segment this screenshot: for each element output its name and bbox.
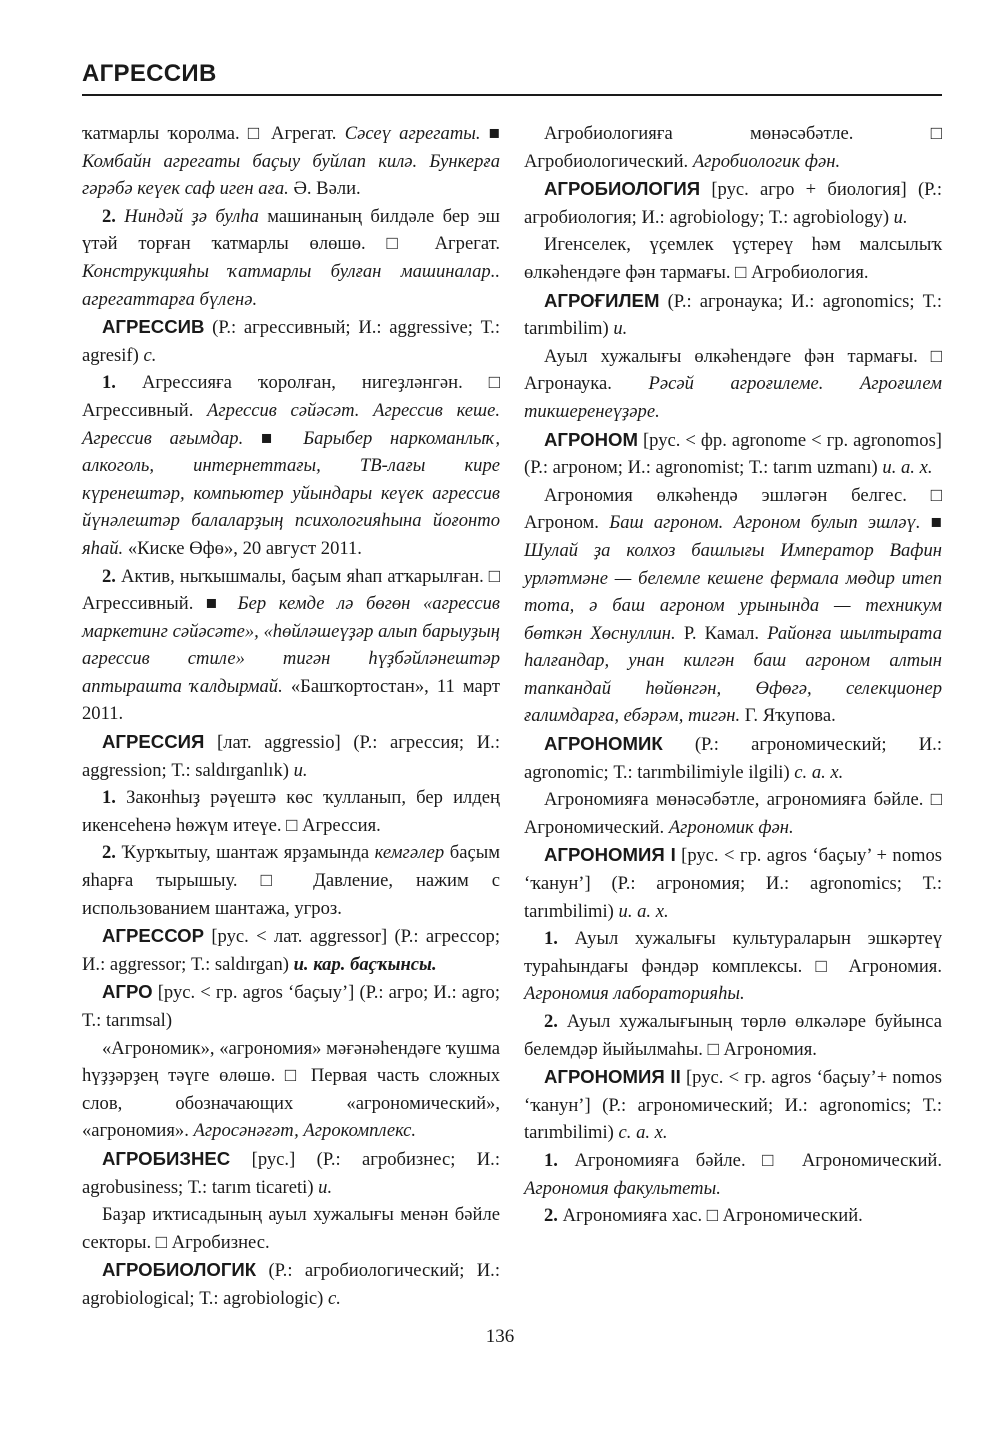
definition-text: «Агрономик», «агрономия» мәғәнәһендәге ҡушма һүҙҙәрҙең тәүге өлөшө. □ Первая часть сложных слов, обозначающих «агрономический», «агрономия».: [82, 1037, 500, 1142]
part-of-speech: и.: [893, 206, 908, 228]
headword: АГРОБИЗНЕС: [102, 1147, 231, 1169]
source-text: Ә. Вәли.: [293, 178, 361, 200]
part-of-speech: и. а. х.: [882, 457, 933, 479]
headword: АГРО: [102, 981, 153, 1003]
part-of-speech: с. а. х.: [794, 761, 844, 783]
definition-text: Агрономияға бәйле. □ Агрономический.: [574, 1149, 942, 1171]
entry-header: [82, 978, 500, 1034]
example-text: Баш агроном. Агроном булып эшләү. ■ Шулай ҙа колхоз башлығы Император Вафин урләтмәне — белемле кешене фермала мөдир итеп тота, ә баш агроном урынында — техникум бөткән Хөснуллин.: [524, 512, 942, 644]
definition-text: Ҡурҡытыу, шантаж ярҙамында: [121, 842, 375, 864]
part-of-speech: с.: [328, 1287, 341, 1309]
example-text: Агробиологик фән.: [692, 150, 841, 172]
headword: АГРЕССИЯ: [102, 731, 205, 753]
example-text: Ниндәй ҙә булһа: [124, 205, 259, 227]
entry-header: [524, 175, 942, 231]
part-of-speech: и.: [318, 1176, 333, 1198]
sense-number: 1.: [544, 1149, 575, 1171]
sense-number: 1.: [102, 787, 127, 809]
etymology: (Р.: агрессивный; И.: aggressive; Т.: agresif): [82, 317, 500, 366]
definition-text: машинаның билдәле бер эш үтәй торған ҡатмарлы өлөшө. □ Агрегат.: [82, 205, 500, 255]
headword: АГРЕССОР: [102, 925, 205, 947]
headword: АГРОНОМИЯ I: [544, 844, 676, 866]
etymology: (Р.: агронаука; И.: agronomics; Т.: tarımbilim): [524, 290, 942, 340]
sense-1: [82, 784, 500, 839]
example-text: Агрессив сәйәсәт. Агрессив кеше. Агрессив ағымдар. ■ Барыбер наркоманлыҡ, алкоголь, интернеттағы, ТВ-лағы кире күренештәр, компьютер уйындары кеүек агрессив йүнәлештәр балаларҙың психологияһына йоғонто яһай.: [82, 399, 500, 559]
sense-number: 2.: [102, 205, 125, 227]
part-of-speech: и. а. х.: [618, 900, 669, 922]
sense-1: [524, 925, 942, 1008]
entry-header: [82, 313, 500, 369]
etymology: [лат. aggressio] (Р.: агрессия; И.: aggression; Т.: saldırganlık): [82, 732, 500, 781]
part-of-speech: и. кар. баҫҡынсы.: [293, 953, 437, 975]
example-text: Агрономик фән.: [668, 816, 794, 838]
source-text: «Киске Өфө», 20 август 2011.: [123, 537, 362, 559]
definition-text: Агробиологияға мөнәсәбәтле. □ Агробиологический.: [524, 123, 942, 172]
source-text: Р. Камал.: [675, 622, 768, 644]
example-text: Агрономия лабораторияһы.: [524, 983, 745, 1005]
etymology: [рус. < гр. agros ‘баҫыу’] (Р.: агро; И.: agro; Т.: tarımsal): [82, 982, 500, 1031]
definition: [524, 786, 942, 841]
entry-header: [82, 1145, 500, 1201]
definition: [82, 1035, 500, 1145]
part-of-speech: с.: [143, 344, 157, 366]
example-text: кемгәлер: [374, 842, 445, 864]
example-text: ■ Бер кемде лә бөгөн «агрессив маркетинг сәйәсәте», «һөйләшеүҙәр алып барыуҙың агрессив стиле» тигән һүҙбәйләнештәр аптыраштa ҡалдырмай.: [82, 593, 501, 697]
sense-2: [82, 563, 500, 729]
sense-1: [82, 369, 500, 562]
left-column: [82, 120, 500, 1313]
entry-header: [524, 1063, 942, 1147]
definition-text: Ауыл хужалығының төрлө өлкәләре буйынса белемдәр йыйылмаһы. □ Агрономия.: [524, 1011, 943, 1060]
definition-text: Игенселек, үҫемлек үҫтереү һәм малсылыҡ өлкәһендәге фән тармағы. □ Агробиология.: [524, 234, 942, 283]
definition-text: Актив, ныҡышмалы, баҫым яһап атҡарылған. □ Агрессивный.: [82, 565, 500, 615]
entry-header: [82, 1256, 500, 1312]
entry-header: [82, 728, 500, 784]
etymology: (Р.: агрономический; И.: agronomic; Т.: tarımbilimiyle ilgili): [524, 734, 942, 783]
definition: [82, 1201, 500, 1256]
sense-number: 2.: [102, 842, 122, 864]
example-text: Конструкцияһы ҡатмарлы булған машиналар.. агрегаттарға бүленә.: [82, 260, 500, 310]
headword: АГРОБИОЛОГИЯ: [544, 178, 701, 200]
definition: [524, 231, 942, 286]
entry-header: [82, 922, 500, 978]
definition-text: Агрессияға ҡоролған, нигеҙләнгән. □ Агрессивный.: [82, 372, 500, 421]
part-of-speech: и.: [293, 759, 308, 781]
definition-text: ҡатмарлы ҡоролма. □ Агрегат.: [82, 123, 345, 144]
header-rule: [82, 94, 942, 96]
definition-text: Агрономияға хас. □ Агрономический.: [562, 1205, 863, 1227]
part-of-speech: и.: [613, 318, 628, 340]
sense-number: 2.: [544, 1011, 567, 1032]
example-text: Рәсәй агроғилеме. Агроғилем тикшеренеүҙәре.: [524, 373, 942, 422]
entry-header: [524, 730, 942, 786]
definition-text: Баҙар иҡтисадының ауыл хужалығы менән бәйле секторы. □ Агробизнес.: [82, 1204, 500, 1253]
example-text: Районға шылтырата һалғандар, унан килгән баш агроном алтын тапкандай һөйөнгән, Өфөгә, селекционер ғалимдарға, ебәрәм, тигән.: [524, 622, 942, 727]
entry-header: [524, 841, 942, 925]
sense-number: 1.: [102, 372, 142, 394]
etymology: [рус. < фр. agronome < гр. agronomos] (Р.: агроном; И.: agronomist; Т.: tarım uzmanı): [524, 429, 942, 479]
sense-number: 2.: [102, 565, 121, 587]
headword: АГРОБИОЛОГИК: [102, 1259, 257, 1281]
definition: [524, 482, 942, 730]
example-text: Агрономия факультеты.: [524, 1177, 721, 1199]
definition-text: Агрономияға мөнәсәбәтле, агрономияға бәйле. □ Агрономический.: [524, 789, 942, 838]
headword: АГРОНОМИК: [544, 733, 663, 755]
definition-text: Ауыл хужалығы культураларын эшкәртеү тураһындағы фәндәр комплексы. □ Агрономия.: [524, 928, 942, 977]
definition: [524, 343, 942, 426]
etymology: [рус. < гр. agros ‘баҫыу’+ nomos ‘ҡанун’] (Р.: агрономический; И.: agronomics; Т.: tarımbilimi): [524, 1067, 942, 1144]
example-text: Агросәнәғәт, Агрокомплекс.: [193, 1120, 417, 1142]
part-of-speech: с. а. х.: [618, 1122, 668, 1144]
sense-2: [524, 1008, 942, 1063]
sense-2: [524, 1202, 942, 1230]
sense-1: [524, 1147, 942, 1202]
etymology: [рус.] (Р.: агробизнес; И.: agrobusiness; Т.: tarım ticareti): [82, 1148, 500, 1198]
entry-header: [524, 426, 942, 482]
source-text: Г. Яҡупова.: [740, 705, 836, 727]
definition-text: Законһыҙ рәүештә көс ҡулланып, бер илдең икенсеһенә һөжүм итеүе. □ Агрессия.: [82, 787, 500, 836]
running-head: АГРЕССИВ: [82, 60, 217, 87]
sense-2: [82, 203, 500, 313]
page-number: 136: [485, 1326, 515, 1347]
source-text: «Башҡортостан», 11 март 2011.: [82, 675, 500, 725]
definition-text: Ауыл хужалығы өлкәһендәге фән тармағы. □ Агронаука.: [524, 345, 942, 395]
headword: АГРЕССИВ: [102, 316, 205, 338]
right-column: [524, 120, 942, 1230]
headword: АГРОНОМ: [544, 428, 638, 450]
definition: [524, 120, 942, 175]
entry-continuation: [82, 120, 500, 203]
entry-header: [524, 287, 942, 343]
example-text: Сәсеү агрегаты. ■ Комбайн агрегаты баҫыу буйлап килә. Бункерға гәрәбә кеүек саф иген аға.: [82, 123, 500, 200]
etymology: [рус. < гр. agros ‘баҫыу’ + nomos ‘ҡанун’] (Р.: агрономия; И.: agronomics; Т.: tarımbilimi): [524, 845, 942, 922]
etymology: (Р.: агробиологический; И.: agrobiological; Т.: agrobiologic): [82, 1260, 500, 1309]
definition-text: Агрономия өлкәһендә эшләгән белгес. □ Агроном.: [524, 484, 942, 534]
definition-text: баҫым яһарға тырышыу. □ Давление, нажим с использованием шантажа, угроз.: [82, 842, 501, 919]
sense-2: [82, 839, 500, 922]
headword: АГРОНОМИЯ II: [544, 1066, 681, 1088]
etymology: [рус. < лат. aggressor] (Р.: агрессор; И.: aggressor; Т.: saldırgan): [82, 926, 500, 975]
etymology: [рус. агро + биология] (Р.: агробиология; И.: agrobiology; Т.: agrobiology): [524, 179, 942, 228]
sense-number: 2.: [544, 1205, 563, 1227]
sense-number: 1.: [544, 928, 575, 950]
headword: АГРОҒИЛЕМ: [544, 289, 660, 311]
